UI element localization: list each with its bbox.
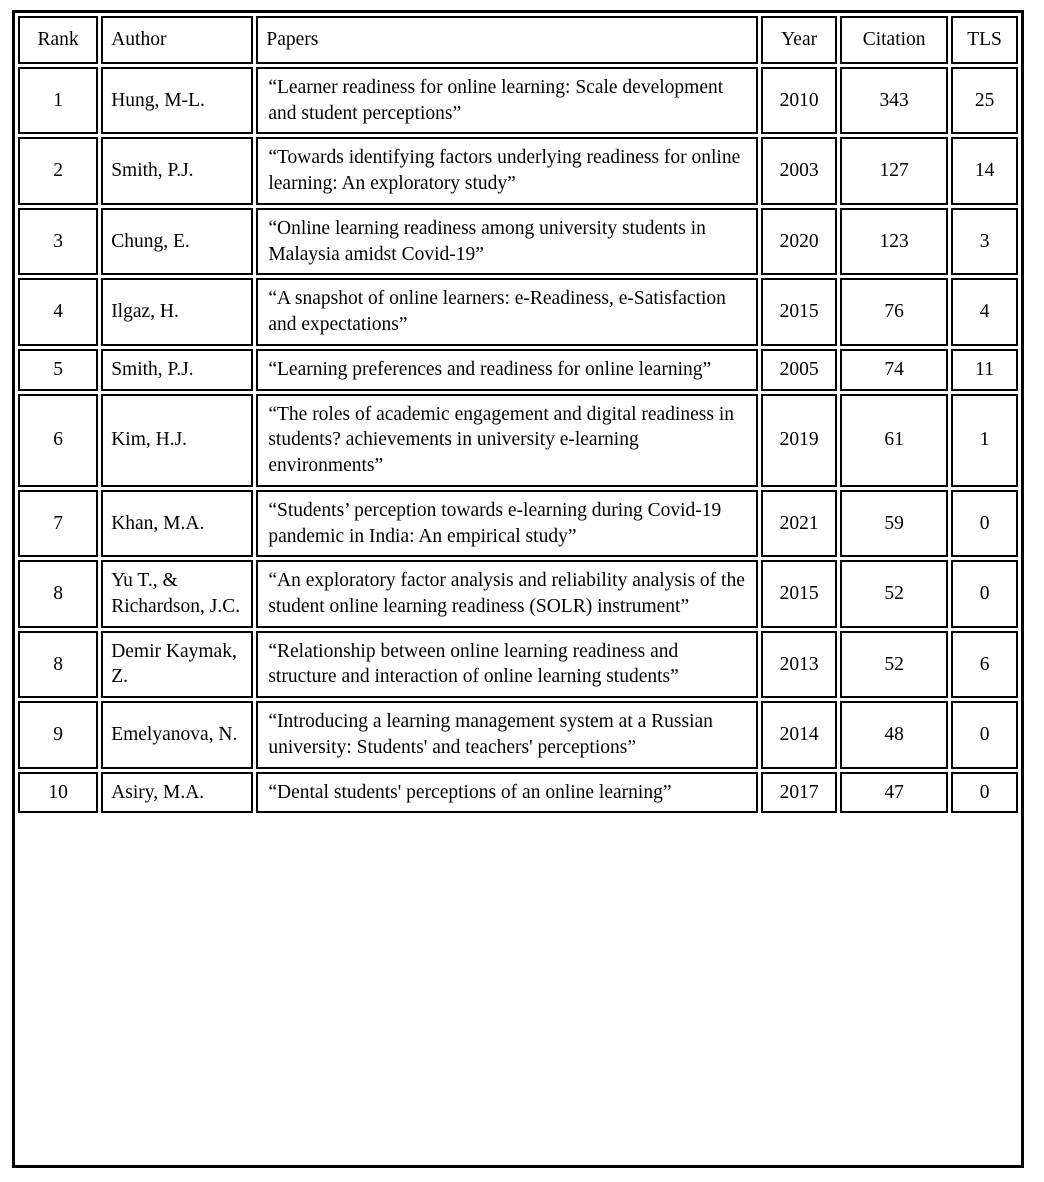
table-row (18, 137, 1018, 204)
cell-author-text: Chung, E. (111, 230, 190, 252)
column-header-year: Year (761, 16, 837, 64)
cell-tls (951, 560, 1018, 627)
cell-rank-text: 2 (53, 160, 63, 182)
cell-papers-text: “Relationship between online learning readiness and structure and interaction of online learning students” (268, 640, 679, 688)
cell-year-text: 2005 (779, 358, 819, 380)
cell-tls-text: 14 (974, 160, 995, 182)
cell-papers-text: “Learner readiness for online learning: Scale development and student perceptions” (268, 77, 724, 124)
cell-tls-text: 3 (979, 230, 990, 252)
table-header-row (18, 16, 1018, 64)
cell-author-text: Smith, P.J. (111, 160, 194, 182)
cell-rank (18, 137, 98, 204)
cell-year-text: 2017 (779, 781, 819, 803)
cell-author (101, 137, 253, 204)
cell-author-text: Emelyanova, N. (111, 724, 238, 746)
cell-citation-text: 61 (884, 429, 904, 451)
cell-year-text: 2019 (779, 429, 819, 451)
cell-tls-text: 0 (979, 781, 990, 803)
table-body (18, 67, 1018, 813)
table-row (18, 278, 1018, 345)
cell-year-text: 2015 (779, 583, 819, 605)
cell-papers-text: “Dental students' perceptions of an online learning” (268, 781, 672, 803)
cell-tls (951, 490, 1018, 557)
cell-year-text: 2010 (779, 89, 819, 111)
cell-tls (951, 67, 1018, 134)
cell-author (101, 394, 253, 487)
cell-author (101, 631, 253, 698)
cell-rank-text: 8 (53, 583, 63, 605)
table-row (18, 560, 1018, 627)
cell-tls (951, 349, 1018, 391)
cell-author (101, 490, 253, 557)
cell-tls-text: 0 (979, 583, 990, 605)
cell-rank (18, 490, 98, 557)
cell-citation-text: 343 (879, 89, 909, 111)
cell-rank-text: 5 (53, 358, 63, 380)
cell-author-text: Ilgaz, H. (111, 301, 179, 323)
cell-tls-text: 0 (979, 724, 990, 746)
cell-papers-text: “Towards identifying factors underlying readiness for online learning: An exploratory study” (268, 147, 741, 195)
cell-author-text: Smith, P.J. (111, 358, 194, 380)
cell-citation-text: 76 (884, 301, 904, 323)
cell-year (761, 631, 837, 698)
cell-rank (18, 560, 98, 627)
table-header (18, 16, 1018, 64)
cell-tls-text: 4 (979, 301, 990, 323)
cell-author (101, 560, 253, 627)
cell-papers-text: “Introducing a learning management system at a Russian university: Students' and teachers' perceptions” (268, 711, 713, 758)
cell-author (101, 701, 253, 768)
cell-papers-text: “An exploratory factor analysis and reliability analysis of the student online learning readiness (SOLR) instrument” (268, 570, 745, 618)
cell-author (101, 278, 253, 345)
cell-citation (840, 631, 948, 698)
cell-year (761, 772, 837, 814)
cell-papers (256, 67, 758, 134)
cell-rank-text: 6 (53, 429, 63, 451)
cell-year-text: 2013 (779, 653, 819, 675)
cell-citation-text: 48 (884, 724, 904, 746)
cell-tls (951, 631, 1018, 698)
table-row (18, 349, 1018, 391)
cell-rank-text: 9 (53, 724, 63, 746)
citation-table-frame (12, 10, 1024, 1168)
cell-rank (18, 208, 98, 275)
cell-citation (840, 560, 948, 627)
table-row (18, 67, 1018, 134)
cell-year (761, 349, 837, 391)
cell-year-text: 2021 (779, 512, 819, 534)
cell-citation (840, 137, 948, 204)
cell-rank-text: 3 (53, 230, 63, 252)
cell-year (761, 490, 837, 557)
cell-author-text: Demir Kaymak, Z. (111, 640, 237, 688)
cell-year-text: 2015 (779, 301, 819, 323)
cell-rank (18, 394, 98, 487)
cell-papers-text: “A snapshot of online learners: e-Readiness, e-Satisfaction and expectations” (268, 288, 726, 336)
cell-rank-text: 10 (48, 781, 68, 803)
cell-year-text: 2003 (779, 160, 819, 182)
cell-tls (951, 772, 1018, 814)
cell-tls (951, 394, 1018, 487)
cell-year (761, 701, 837, 768)
cell-papers-text: “Learning preferences and readiness for online learning” (268, 358, 712, 380)
cell-year (761, 394, 837, 487)
cell-tls-text: 11 (975, 358, 994, 380)
cell-citation (840, 394, 948, 487)
cell-year (761, 560, 837, 627)
column-header-author: Author (101, 16, 253, 64)
cell-papers (256, 772, 758, 814)
cell-author-text: Kim, H.J. (111, 429, 188, 451)
table-row (18, 701, 1018, 768)
cell-tls-text: 0 (979, 512, 990, 534)
cell-papers (256, 349, 758, 391)
cell-citation-text: 59 (884, 512, 904, 534)
cell-author-text: Khan, M.A. (111, 512, 205, 534)
cell-year-text: 2014 (779, 724, 819, 746)
cell-papers-text: “The roles of academic engagement and digital readiness in students? achievements in university e-learning environments” (268, 403, 734, 477)
cell-citation-text: 127 (879, 160, 909, 182)
cell-citation (840, 208, 948, 275)
cell-citation (840, 67, 948, 134)
cell-tls (951, 137, 1018, 204)
top-cited-papers-table (15, 13, 1021, 816)
cell-papers (256, 701, 758, 768)
cell-tls (951, 701, 1018, 768)
cell-rank-text: 8 (53, 653, 63, 675)
cell-papers-text: “Students’ perception towards e-learning during Covid-19 pandemic in India: An empirical study” (268, 499, 722, 547)
cell-papers (256, 394, 758, 487)
cell-citation (840, 349, 948, 391)
cell-papers (256, 560, 758, 627)
cell-author-text: Yu T., & Richardson, J.C. (111, 570, 241, 618)
cell-year (761, 208, 837, 275)
table-row (18, 772, 1018, 814)
cell-author-text: Asiry, M.A. (111, 781, 205, 803)
cell-citation (840, 278, 948, 345)
cell-rank (18, 349, 98, 391)
cell-rank (18, 772, 98, 814)
cell-citation-text: 52 (884, 653, 904, 675)
column-header-tls: TLS (951, 16, 1018, 64)
column-header-rank: Rank (18, 16, 98, 64)
column-header-papers: Papers (256, 16, 758, 64)
cell-rank-text: 7 (53, 512, 63, 534)
cell-citation (840, 701, 948, 768)
cell-papers (256, 278, 758, 345)
cell-tls (951, 278, 1018, 345)
cell-tls-text: 1 (979, 429, 990, 451)
cell-citation-text: 47 (884, 781, 904, 803)
cell-rank (18, 631, 98, 698)
cell-year (761, 137, 837, 204)
cell-papers-text: “Online learning readiness among university students in Malaysia amidst Covid-19” (268, 217, 706, 265)
cell-papers (256, 631, 758, 698)
cell-author (101, 772, 253, 814)
table-row (18, 631, 1018, 698)
cell-citation-text: 52 (884, 583, 904, 605)
table-row (18, 208, 1018, 275)
cell-papers (256, 490, 758, 557)
cell-tls (951, 208, 1018, 275)
column-header-citation: Citation (840, 16, 948, 64)
cell-author-text: Hung, M-L. (111, 89, 205, 111)
cell-tls-text: 6 (979, 653, 990, 675)
cell-author (101, 349, 253, 391)
cell-rank-text: 1 (53, 89, 63, 111)
cell-author (101, 67, 253, 134)
cell-papers (256, 208, 758, 275)
cell-author (101, 208, 253, 275)
table-row (18, 490, 1018, 557)
cell-tls-text: 25 (974, 89, 995, 111)
cell-year (761, 67, 837, 134)
table-row (18, 394, 1018, 487)
cell-citation-text: 123 (879, 230, 909, 252)
cell-rank (18, 701, 98, 768)
cell-citation (840, 490, 948, 557)
cell-citation-text: 74 (884, 358, 904, 380)
cell-rank-text: 4 (53, 301, 63, 323)
cell-year-text: 2020 (779, 230, 819, 252)
cell-citation (840, 772, 948, 814)
cell-rank (18, 67, 98, 134)
cell-papers (256, 137, 758, 204)
cell-rank (18, 278, 98, 345)
cell-year (761, 278, 837, 345)
